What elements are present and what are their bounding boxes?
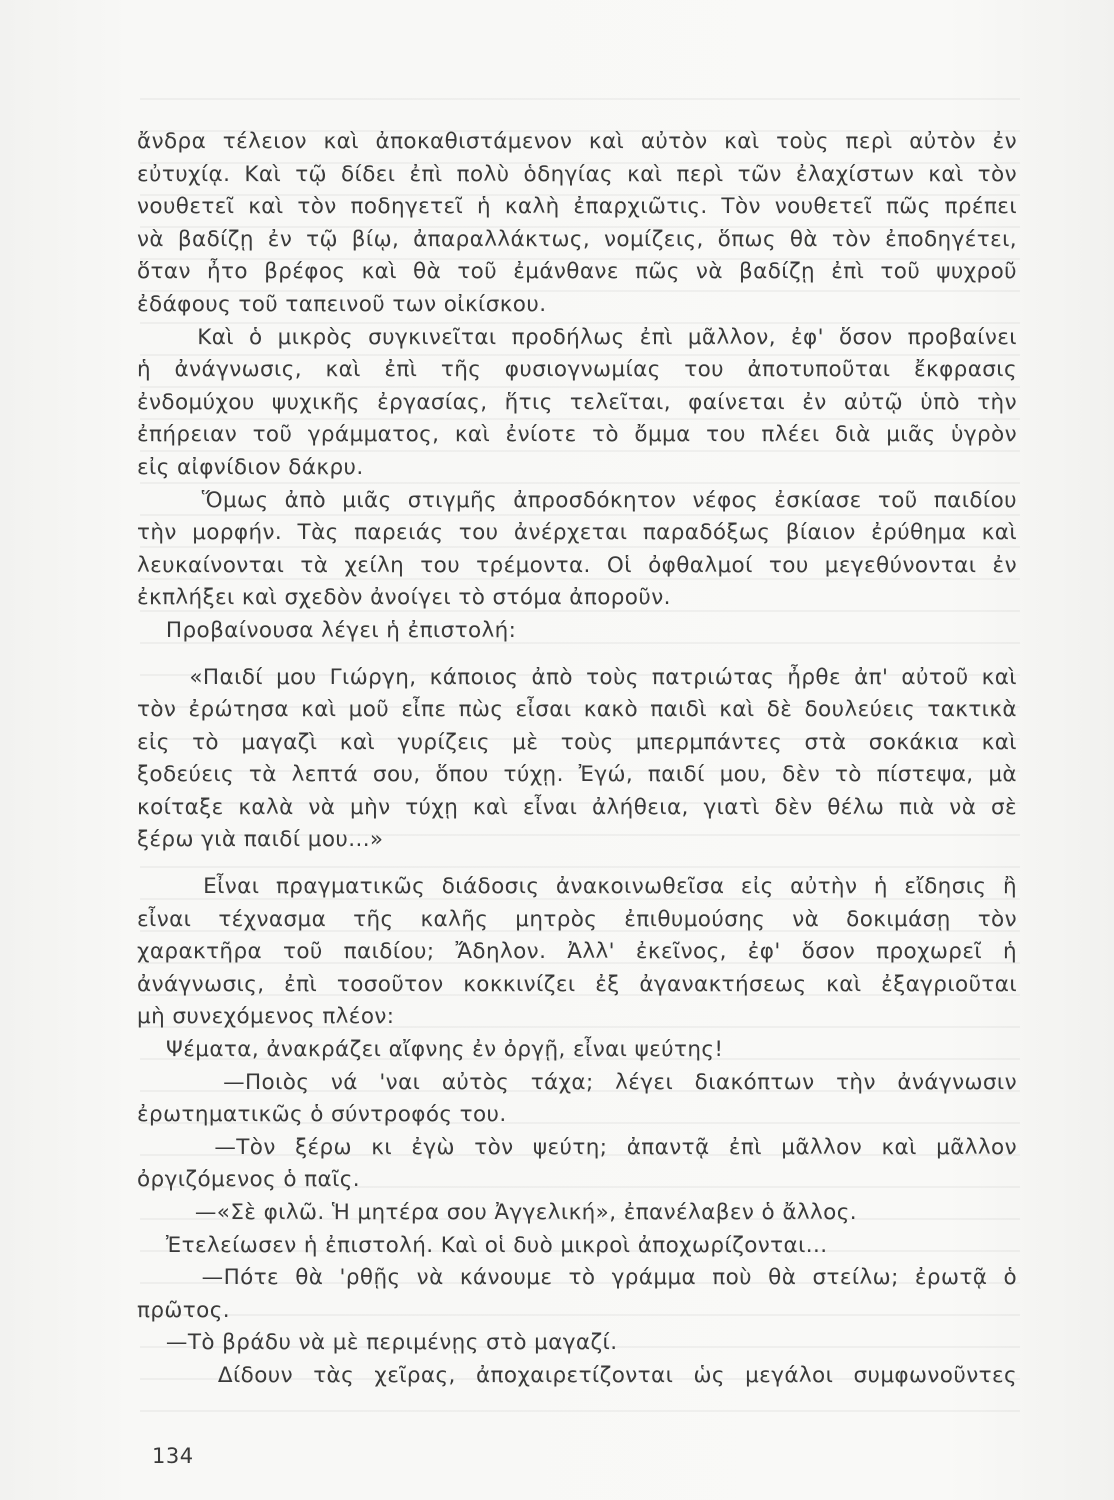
text-line: «Παιδί μου Γιώργη, κάποιος ἀπὸ τοὺς πατριώτας ἦρθε ἀπ' αὐτοῦ καὶ — [137, 664, 1017, 690]
paragraph-gap — [137, 648, 1017, 662]
text-line: —Τὸν ξέρω κι ἐγὼ τὸν ψεύτη; ἀπαντᾷ ἐπὶ μᾶλλον καὶ μᾶλλον — [137, 1134, 1017, 1160]
text-line: χαρακτῆρα τοῦ παιδίου; Ἄδηλον. Ἀλλ' ἐκεῖνος, ἐφ' ὅσον προχωρεῖ ἡ — [137, 939, 1017, 965]
text-line: Προβαίνουσα λέγει ἡ ἐπιστολή: — [137, 617, 517, 643]
text-line: μὴ συνεχόμενος πλέον: — [137, 1004, 395, 1030]
text-line: λευκαίνονται τὰ χείλη του τρέμοντα. Οἱ ὀφθαλμοί του μεγεθύνονται ἐν — [137, 552, 1017, 578]
text-line: κοίταξε καλὰ νὰ μὴν τύχῃ καὶ εἶναι ἀλήθεια, γιατὶ δὲν θέλω πιὰ νὰ σὲ — [137, 794, 1017, 820]
text-line: τὴν μορφήν. Τὰς παρειάς του ἀνέρχεται παραδόξως βίαιον ἐρύθημα καὶ — [137, 520, 1017, 546]
text-line: ἡ ἀνάγνωσις, καὶ ἐπὶ τῆς φυσιογνωμίας του ἀποτυποῦται ἔκφρασις — [137, 357, 1017, 383]
text-line: —Ποιὸς νά 'ναι αὐτὸς τάχα; λέγει διακόπτων τὴν ἀνάγνωσιν — [137, 1069, 1017, 1095]
page-number: 134 — [152, 1444, 194, 1468]
text-line: Καὶ ὁ μικρὸς συγκινεῖται προδήλως ἐπὶ μᾶλλον, ἐφ' ὅσον προβαίνει — [137, 324, 1017, 350]
text-line: Ὅμως ἀπὸ μιᾶς στιγμῆς ἀπροσδόκητον νέφος ἐσκίασε τοῦ παιδίου — [137, 487, 1017, 513]
text-line: Ἐτελείωσεν ἡ ἐπιστολή. Καὶ οἱ δυὸ μικροὶ ἀποχωρίζονται... — [137, 1232, 828, 1258]
text-line: νὰ βαδίζῃ ἐν τῷ βίῳ, ἀπαραλλάκτως, νομίζεις, ὅπως θὰ τὸν ἐποδηγέτει, — [137, 226, 1017, 252]
text-line: ξοδεύεις τὰ λεπτά σου, ὅπου τύχῃ. Ἐγώ, παιδί μου, δὲν τὸ πίστεψα, μὰ — [137, 762, 1017, 788]
text-line: ξέρω γιὰ παιδί μου...» — [137, 827, 384, 853]
text-line: —Τὸ βράδυ νὰ μὲ περιμένῃς στὸ μαγαζί. — [137, 1330, 618, 1356]
text-line: ἐκπλήξει καὶ σχεδὸν ἀνοίγει τὸ στόμα ἀποροῦν. — [137, 585, 671, 611]
text-line: ἐρωτηματικῶς ὁ σύντροφός του. — [137, 1102, 507, 1128]
text-line: εἰς αἰφνίδιον δάκρυ. — [137, 454, 364, 480]
text-line: εἰς τὸ μαγαζὶ καὶ γυρίζεις μὲ τοὺς μπερμπάντες στὰ σοκάκια καὶ — [137, 729, 1017, 755]
body-text — [137, 126, 1017, 1393]
text-line: ἐδάφους τοῦ ταπεινοῦ των οἰκίσκου. — [137, 291, 547, 317]
paragraph-gap — [137, 857, 1017, 871]
text-line: Ψέματα, ἀνακράζει αἴφνης ἐν ὀργῇ, εἶναι ψεύτης! — [137, 1037, 724, 1063]
text-line: εὐτυχίᾳ. Καὶ τῷ δίδει ἐπὶ πολὺ ὁδηγίας καὶ περὶ τῶν ἐλαχίστων καὶ τὸν — [137, 161, 1017, 187]
text-line: πρῶτος. — [137, 1297, 230, 1323]
text-line: Δίδουν τὰς χεῖρας, ἀποχαιρετίζονται ὡς μεγάλοι συμφωνοῦντες — [137, 1362, 1017, 1388]
text-line: Εἶναι πραγματικῶς διάδοσις ἀνακοινωθεῖσα εἰς αὐτὴν ἡ εἴδησις ἢ — [137, 874, 1017, 900]
text-line: —Πότε θὰ 'ρθῇς νὰ κάνουμε τὸ γράμμα ποὺ θὰ στείλω; ἐρωτᾷ ὁ — [137, 1265, 1017, 1291]
text-line: ὅταν ἦτο βρέφος καὶ θὰ τοῦ ἐμάνθανε πῶς νὰ βαδίζῃ ἐπὶ τοῦ ψυχροῦ — [137, 259, 1017, 285]
text-line: —«Σὲ φιλῶ. Ἡ μητέρα σου Ἀγγελική», ἐπανέλαβεν ὁ ἄλλος. — [137, 1200, 857, 1225]
text-line: ἐπήρειαν τοῦ γράμματος, καὶ ἐνίοτε τὸ ὄμμα του πλέει διὰ μιᾶς ὑγρὸν — [137, 422, 1017, 448]
text-line: τὸν ἐρώτησα καὶ μοῦ εἶπε πὼς εἶσαι κακὸ παιδὶ καὶ δὲ δουλεύεις τακτικὰ — [137, 697, 1017, 723]
text-line: ἄνδρα τέλειον καὶ ἀποκαθιστάμενον καὶ αὐτὸν καὶ τοὺς περὶ αὐτὸν ἐν — [137, 129, 1017, 154]
text-line: ὀργιζόμενος ὁ παῖς. — [137, 1167, 360, 1193]
text-line: ἀνάγνωσις, ἐπὶ τοσοῦτον κοκκινίζει ἐξ ἀγανακτήσεως καὶ ἐξαγριοῦται — [137, 971, 1017, 997]
text-line: νουθετεῖ καὶ τὸν ποδηγετεῖ ἡ καλὴ ἐπαρχιῶτις. Τὸν νουθετεῖ πῶς πρέπει — [137, 194, 1017, 220]
text-line: εἶναι τέχνασμα τῆς καλῆς μητρὸς ἐπιθυμούσης νὰ δοκιμάσῃ τὸν — [137, 906, 1017, 932]
text-line: ἐνδομύχου ψυχικῆς ἐργασίας, ἥτις τελεῖται, φαίνεται ἐν αὐτῷ ὑπὸ τὴν — [137, 389, 1017, 415]
